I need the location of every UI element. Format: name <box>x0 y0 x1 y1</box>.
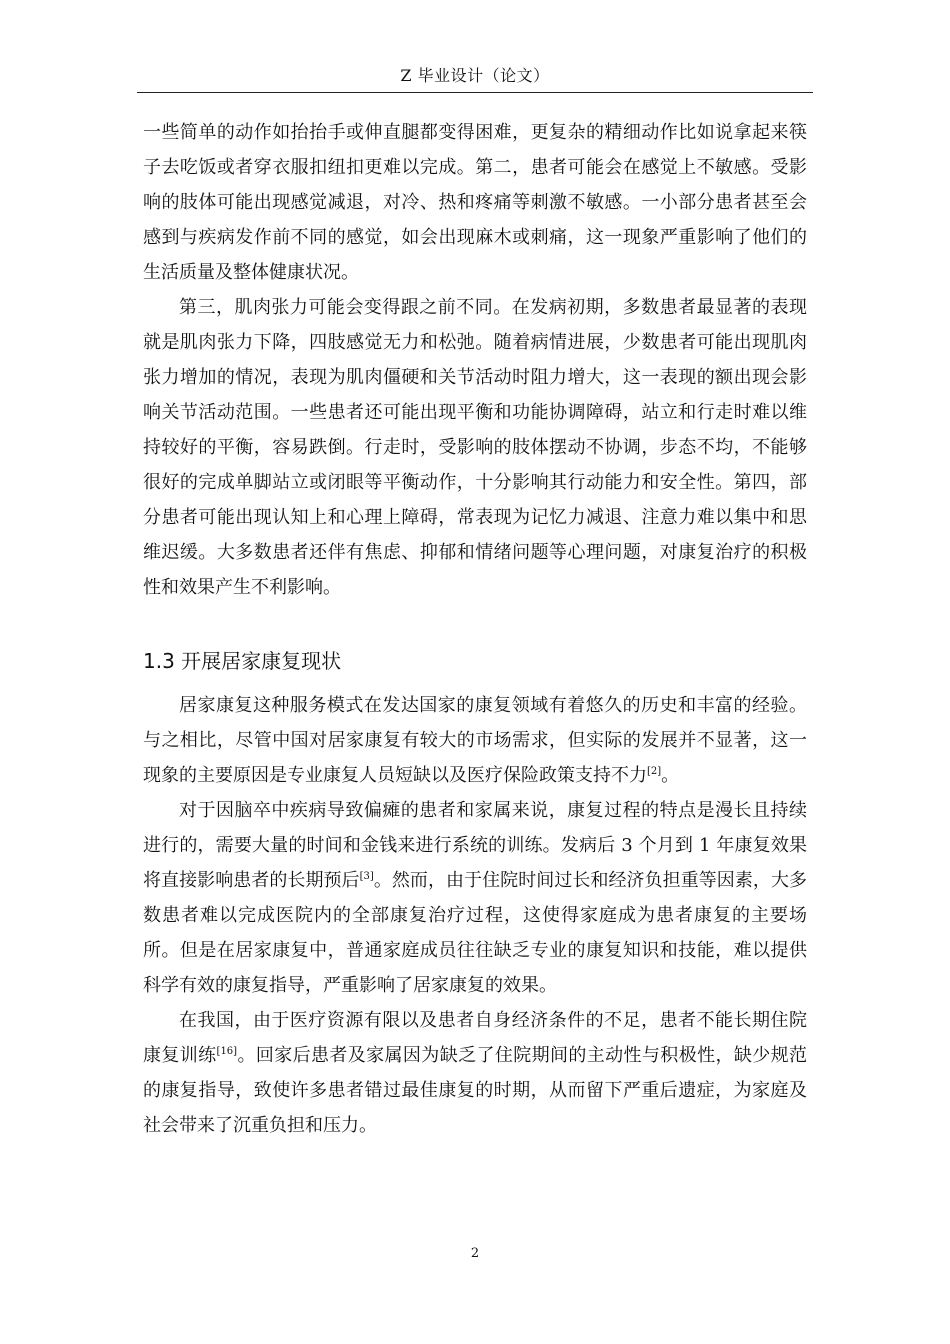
paragraph-text-end: 。然而，由于住院时间过长和经济负担重等因素，大多数患者难以完成医院内的全部康复治疗过程，这使得家庭成为患者康复的主要场所。但是在居家康复中，普通家庭成员往往缺乏专业的康复知识和技能，难以提供科学有效的康复指导，严重影响了居家康复的效果。 <box>143 870 807 996</box>
paragraph-text-end: 。回家后患者及家属因为缺乏了住院期间的主动性与积极性，缺少规范的康复指导，致使许多患者错过最佳康复的时期，从而留下严重后遗症，为家庭及社会带来了沉重负担和压力。 <box>143 1045 808 1136</box>
paragraph-text: 对于因脑卒中疾病导致偏瘫的患者和家属来说，康复过程的特点是漫长且持续进行的，需要大量的时间和金钱来进行系统的训练。发病后 3 个月到 1 年康复效果将直接影响患者的长期预后 <box>143 800 807 891</box>
citation-marker: [3] <box>359 871 374 882</box>
paragraph-china-situation <box>143 1003 807 1143</box>
header-divider <box>137 92 813 93</box>
citation-marker: [2] <box>647 766 662 777</box>
page-number: 2 <box>470 1246 480 1261</box>
body-content <box>143 115 807 1143</box>
citation-marker: [16] <box>216 1046 238 1057</box>
paragraph-muscle-tension: 第三，肌肉张力可能会变得跟之前不同。在发病初期，多数患者最显著的表现就是肌肉张力下降，四肢感觉无力和松弛。随着病情进展，少数患者可能出现肌肉张力增加的情况，表现为肌肉僵硬和关节活动时阻力增大，这一表现的额出现会影响关节活动范围。一些患者还可能出现平衡和功能协调障碍，站立和行走时难以维持较好的平衡，容易跌倒。行走时，受影响的肢体摆动不协调，步态不均，不能够很好的完成单脚站立或闭眼等平衡动作，十分影响其行动能力和安全性。第四，部分患者可能出现认知上和心理上障碍，常表现为记忆力减退、注意力难以集中和思维迟缓。大多数患者还伴有焦虑、抑郁和情绪问题等心理问题，对康复治疗的积极性和效果产生不利影响。 <box>143 297 807 598</box>
paragraph-text-end: 。 <box>661 765 680 786</box>
paragraph-stroke-patients <box>143 793 807 1003</box>
section-heading: 1.3 开展居家康复现状 <box>143 649 342 673</box>
paragraph-continuation: 一些简单的动作如抬抬手或伸直腿都变得困难，更复杂的精细动作比如说拿起来筷子去吃饭或者穿衣服扣纽扣更难以完成。第二，患者可能会在感觉上不敏感。受影响的肢体可能出现感觉减退，对冷、热和疼痛等刺激不敏感。一小部分患者甚至会感到与疾病发作前不同的感觉，如会出现麻木或刺痛，这一现象严重影响了他们的生活质量及整体健康状况。 <box>143 122 807 283</box>
paragraph-text: 居家康复这种服务模式在发达国家的康复领域有着悠久的历史和丰富的经验。与之相比，尽管中国对居家康复有较大的市场需求，但实际的发展并不显著，这一现象的主要原因是专业康复人员短缺以及医疗保险政策支持不力 <box>143 695 807 786</box>
paragraph-home-rehab-intro <box>143 688 807 793</box>
page-header-title: Z 毕业设计（论文） <box>400 66 550 85</box>
paragraph-text: 在我国，由于医疗资源有限以及患者自身经济条件的不足，患者不能长期住院康复训练 <box>143 1010 807 1066</box>
